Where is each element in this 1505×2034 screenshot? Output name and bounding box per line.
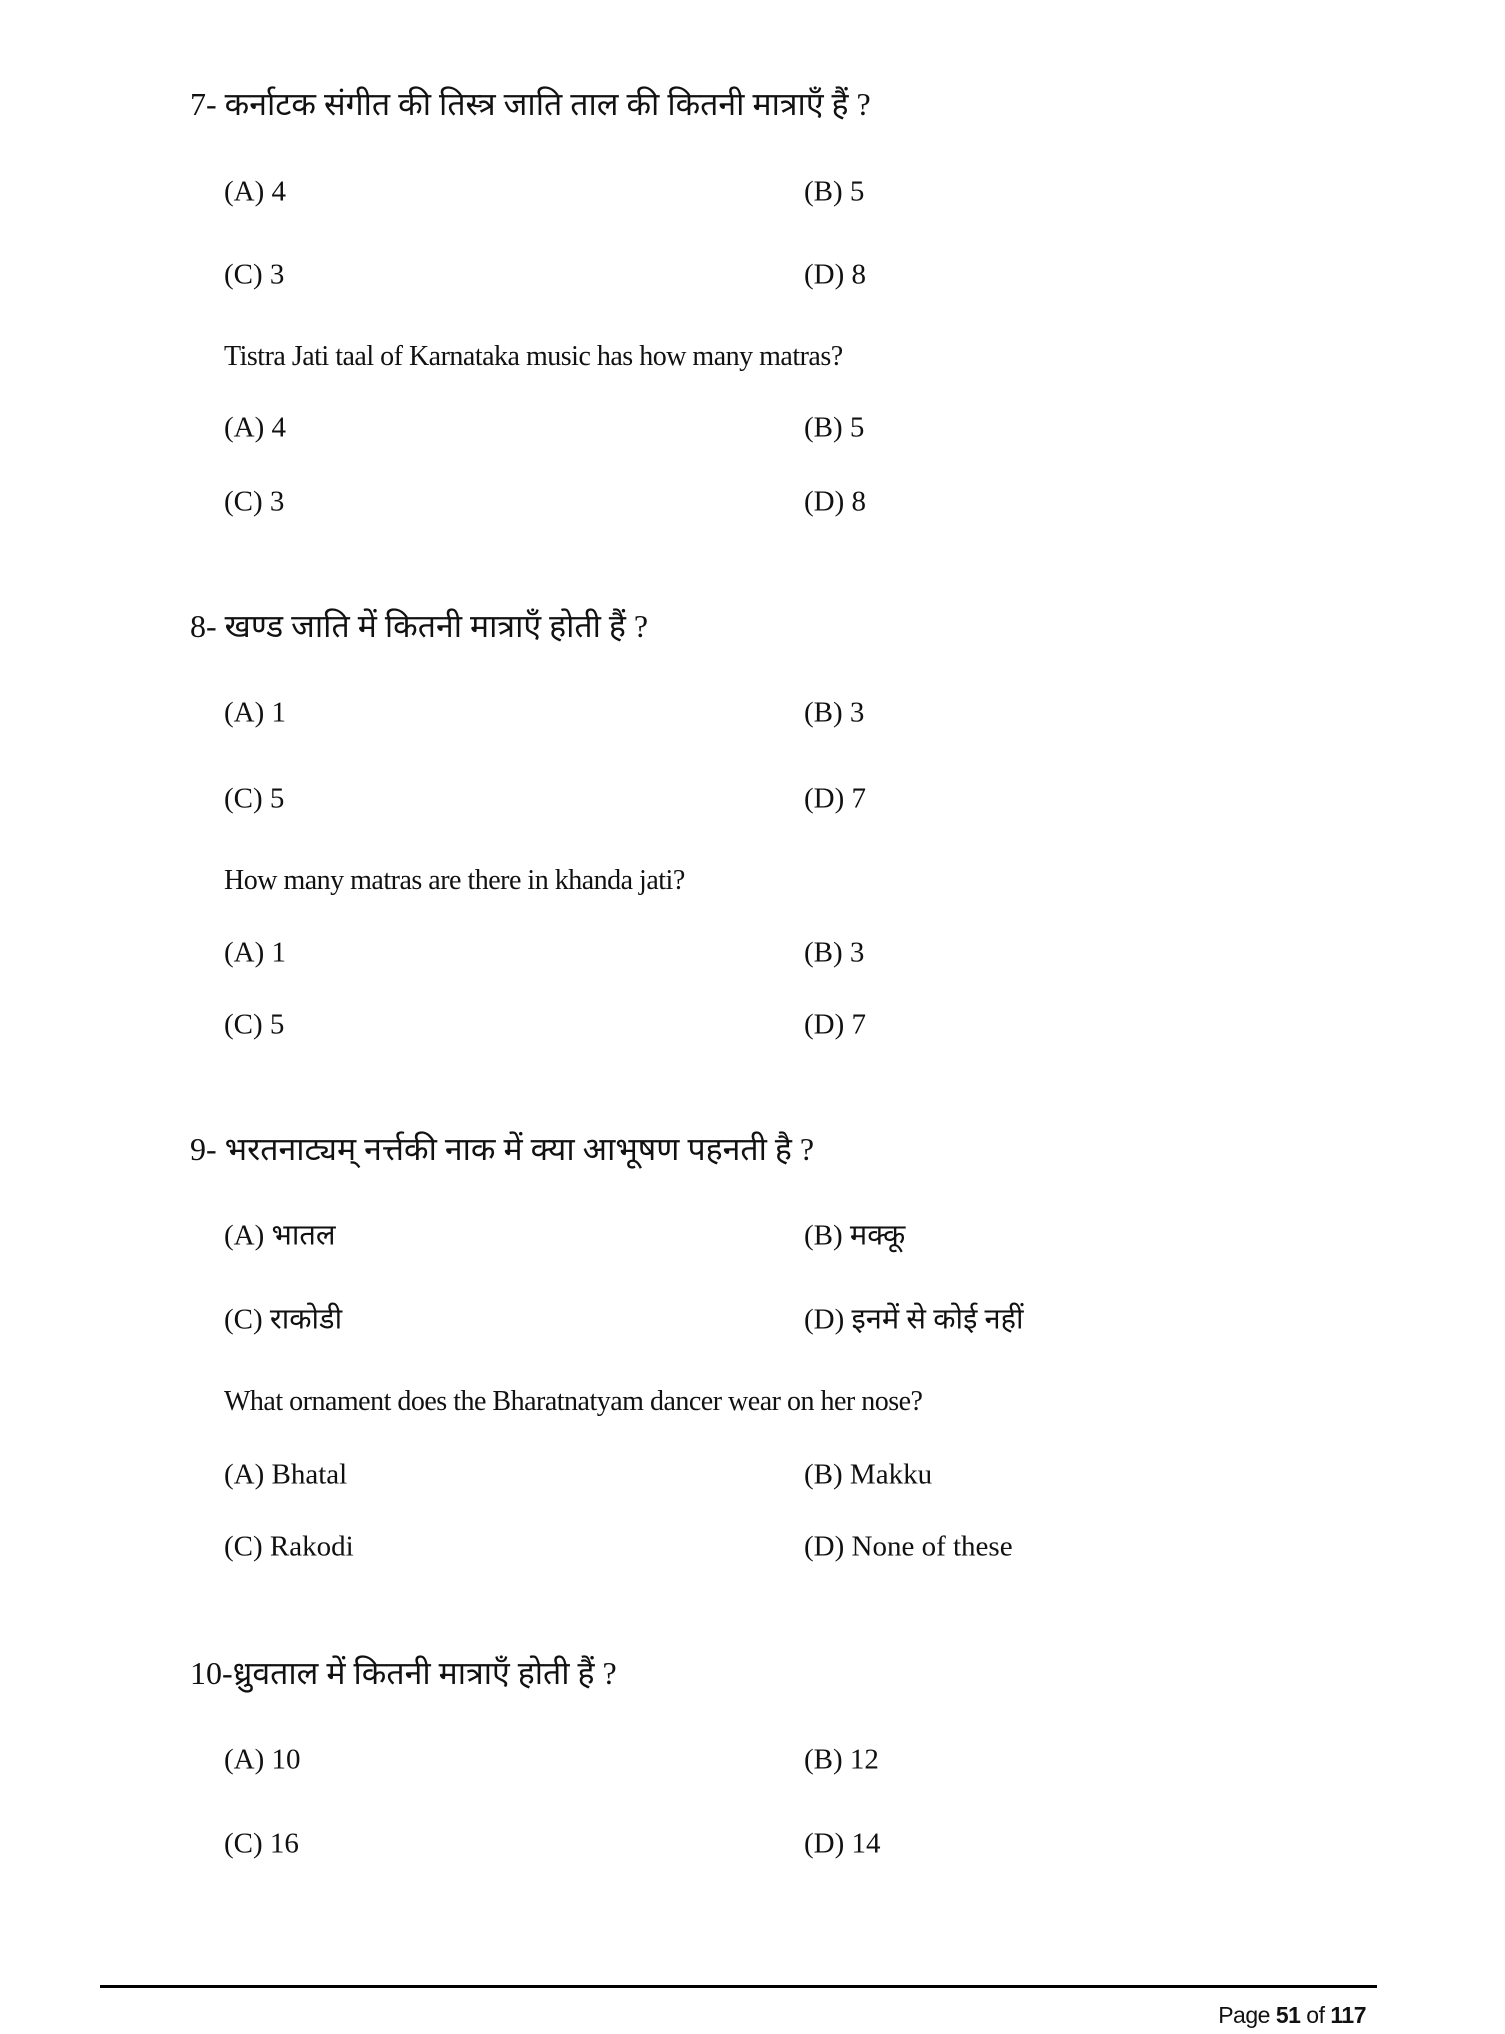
q7-hindi-option-c: (C) 3 <box>224 258 285 291</box>
q9-hindi-option-d: (D) इनमें से कोई नहीं <box>804 1303 1024 1336</box>
q9-english-option-b: (B) Makku <box>804 1458 933 1491</box>
question-8-english: How many matras are there in khanda jati? <box>224 865 685 896</box>
q8-hindi-option-c: (C) 5 <box>224 782 285 815</box>
q9-english-option-a: (A) Bhatal <box>224 1458 348 1491</box>
question-10-hindi: 10-ध्रुवताल में कितनी मात्राएँ होती हैं ? <box>190 1655 617 1691</box>
q8-hindi-option-b: (B) 3 <box>804 696 865 729</box>
q9-hindi-option-a: (A) भातल <box>224 1219 336 1252</box>
q10-hindi-option-d: (D) 14 <box>804 1827 881 1860</box>
q9-hindi-option-c: (C) राकोडी <box>224 1303 343 1336</box>
q8-english-option-c: (C) 5 <box>224 1008 285 1041</box>
q8-hindi-option-a: (A) 1 <box>224 696 287 729</box>
total-pages: 117 <box>1330 2002 1366 2028</box>
q8-hindi-option-d: (D) 7 <box>804 782 867 815</box>
page-label: Page <box>1218 2002 1276 2028</box>
q7-english-option-c: (C) 3 <box>224 485 285 518</box>
q8-english-option-a: (A) 1 <box>224 936 287 969</box>
question-9-hindi: 9- भरतनाट्यम् नर्त्तकी नाक में क्या आभूषण पहनती है ? <box>190 1131 815 1167</box>
q9-hindi-option-b: (B) मक्कू <box>804 1219 906 1252</box>
q7-english-option-d: (D) 8 <box>804 485 867 518</box>
question-9-english: What ornament does the Bharatnatyam dancer wear on her nose? <box>224 1386 923 1417</box>
q7-hindi-option-a: (A) 4 <box>224 175 287 208</box>
question-7-english: Tistra Jati taal of Karnataka music has how many matras? <box>224 341 843 372</box>
q8-english-option-d: (D) 7 <box>804 1008 867 1041</box>
q7-hindi-option-d: (D) 8 <box>804 258 867 291</box>
question-7-hindi: 7- कर्नाटक संगीत की तिस्त्र जाति ताल की कितनी मात्राएँ हैं ? <box>190 86 871 122</box>
q7-english-option-b: (B) 5 <box>804 411 865 444</box>
question-8-hindi: 8- खण्ड जाति में कितनी मात्राएँ होती हैं ? <box>190 608 649 644</box>
q7-hindi-option-b: (B) 5 <box>804 175 865 208</box>
current-page: 51 <box>1275 2002 1301 2028</box>
page-of: of <box>1300 2002 1331 2028</box>
footer-divider <box>100 1985 1377 1988</box>
q9-english-option-c: (C) Rakodi <box>224 1530 354 1563</box>
page-number <box>1218 2002 1366 2029</box>
q10-hindi-option-a: (A) 10 <box>224 1743 301 1776</box>
q7-english-option-a: (A) 4 <box>224 411 287 444</box>
q9-english-option-d: (D) None of these <box>804 1530 1013 1563</box>
q10-hindi-option-c: (C) 16 <box>224 1827 299 1860</box>
q10-hindi-option-b: (B) 12 <box>804 1743 879 1776</box>
q8-english-option-b: (B) 3 <box>804 936 865 969</box>
